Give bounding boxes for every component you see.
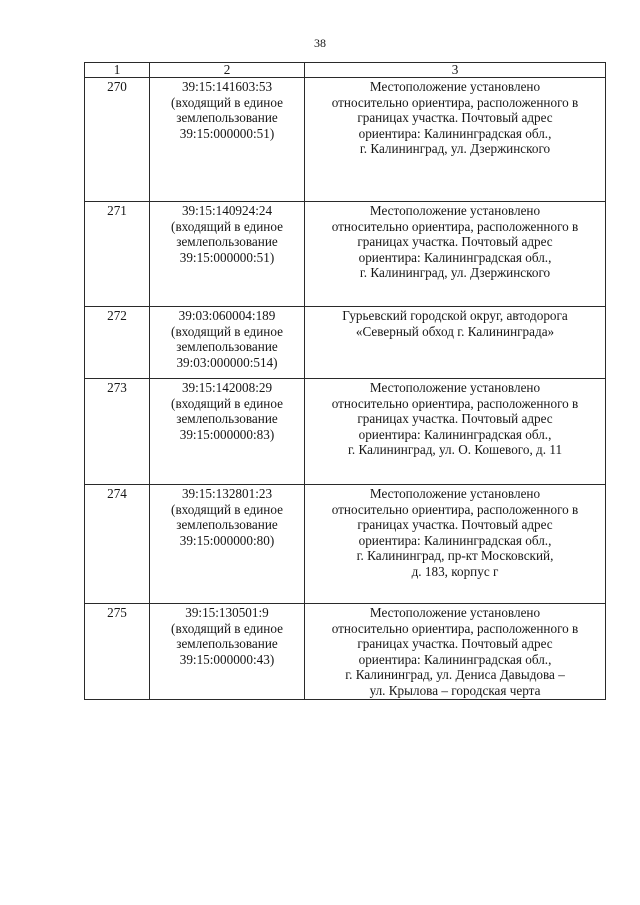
table-row (85, 202, 606, 307)
cadastral-number-cell (150, 604, 305, 700)
location-line: ориентира: Калининградская обл., (358, 249, 552, 265)
cadastral-line: 39:15:000000:51) (179, 249, 275, 265)
location-line: Гурьевский городской округ, автодорога (342, 308, 568, 323)
page-number: 38 (314, 36, 326, 50)
location-line: ориентира: Калининградская обл., (358, 651, 552, 667)
cadastral-line: 39:03:000000:514) (176, 354, 278, 370)
row-number-cell: 270 (85, 78, 150, 202)
location-line: Местоположение установлено (369, 79, 541, 94)
location-line: относительно ориентира, расположенного в (331, 218, 579, 234)
location-line: границах участка. Почтовый адрес (357, 234, 553, 250)
location-line: ориентира: Калининградская обл., (358, 125, 552, 141)
location-line: г. Калининград, пр-кт Московский, (356, 548, 554, 564)
cadastral-line: 39:15:140924:24 (181, 203, 273, 218)
location-line: Местоположение установлено (369, 486, 541, 501)
column-header-location: 3 (305, 63, 606, 78)
location-line: г. Калининград, ул. Дзержинского (359, 141, 551, 157)
location-line: Местоположение установлено (369, 203, 541, 218)
location-cell (305, 202, 606, 307)
parcel-registry-table (84, 62, 606, 700)
table-row (85, 379, 606, 485)
cadastral-line: 39:15:000000:43) (179, 651, 275, 667)
row-number-cell: 275 (85, 604, 150, 700)
location-line: «Северный обход г. Калининграда» (355, 323, 555, 339)
location-line: границах участка. Почтовый адрес (357, 517, 553, 533)
location-cell (305, 307, 606, 379)
cadastral-line: 39:15:132801:23 (181, 486, 273, 501)
table-row (85, 604, 606, 700)
cadastral-number-cell (150, 202, 305, 307)
location-cell (305, 485, 606, 604)
cadastral-line: 39:15:142008:29 (181, 380, 273, 395)
row-number-cell: 274 (85, 485, 150, 604)
cadastral-line: (входящий в единое (171, 323, 283, 339)
cadastral-line: 39:15:000000:80) (179, 532, 275, 548)
cadastral-line: землепользование (176, 110, 278, 126)
location-line: границах участка. Почтовый адрес (357, 636, 553, 652)
row-number-cell: 273 (85, 379, 150, 485)
cadastral-line: землепользование (176, 517, 278, 533)
cadastral-line: землепользование (176, 636, 278, 652)
cadastral-line: 39:15:141603:53 (181, 79, 273, 94)
location-line: границах участка. Почтовый адрес (357, 411, 553, 427)
cadastral-number-cell (150, 379, 305, 485)
table-row (85, 307, 606, 379)
location-cell (305, 78, 606, 202)
cadastral-line: (входящий в единое (171, 395, 283, 411)
table-row (85, 485, 606, 604)
location-line: д. 183, корпус г (411, 563, 499, 579)
location-line: относительно ориентира, расположенного в (331, 620, 579, 636)
location-line: г. Калининград, ул. Дзержинского (359, 265, 551, 281)
location-line: относительно ориентира, расположенного в (331, 501, 579, 517)
location-line: ориентира: Калининградская обл., (358, 426, 552, 442)
cadastral-line: землепользование (176, 339, 278, 355)
location-line: г. Калининград, ул. О. Кошевого, д. 11 (347, 442, 563, 458)
location-line: Местоположение установлено (369, 380, 541, 395)
cadastral-line: 39:15:130501:9 (185, 605, 269, 620)
cadastral-line: 39:15:000000:83) (179, 426, 275, 442)
location-line: относительно ориентира, расположенного в (331, 94, 579, 110)
location-cell (305, 379, 606, 485)
cadastral-line: землепользование (176, 411, 278, 427)
cadastral-line: (входящий в единое (171, 501, 283, 517)
cadastral-line: 39:15:000000:51) (179, 125, 275, 141)
cadastral-number-cell (150, 485, 305, 604)
table-row (85, 78, 606, 202)
cadastral-line: землепользование (176, 234, 278, 250)
location-line: относительно ориентира, расположенного в (331, 395, 579, 411)
location-line: г. Калининград, ул. Дениса Давыдова – (345, 667, 565, 683)
location-line: Местоположение установлено (369, 605, 541, 620)
cadastral-number-cell (150, 78, 305, 202)
location-line: ул. Крылова – городская черта (369, 682, 541, 698)
table-header-row (85, 63, 606, 78)
location-line: ориентира: Калининградская обл., (358, 532, 552, 548)
location-line: границах участка. Почтовый адрес (357, 110, 553, 126)
column-header-cadastral-number: 2 (150, 63, 305, 78)
location-cell (305, 604, 606, 700)
row-number-cell: 272 (85, 307, 150, 379)
cadastral-line: (входящий в единое (171, 94, 283, 110)
cadastral-line: 39:03:060004:189 (178, 308, 276, 323)
row-number-cell: 271 (85, 202, 150, 307)
cadastral-number-cell (150, 307, 305, 379)
cadastral-line: (входящий в единое (171, 218, 283, 234)
cadastral-line: (входящий в единое (171, 620, 283, 636)
column-header-number: 1 (85, 63, 150, 78)
